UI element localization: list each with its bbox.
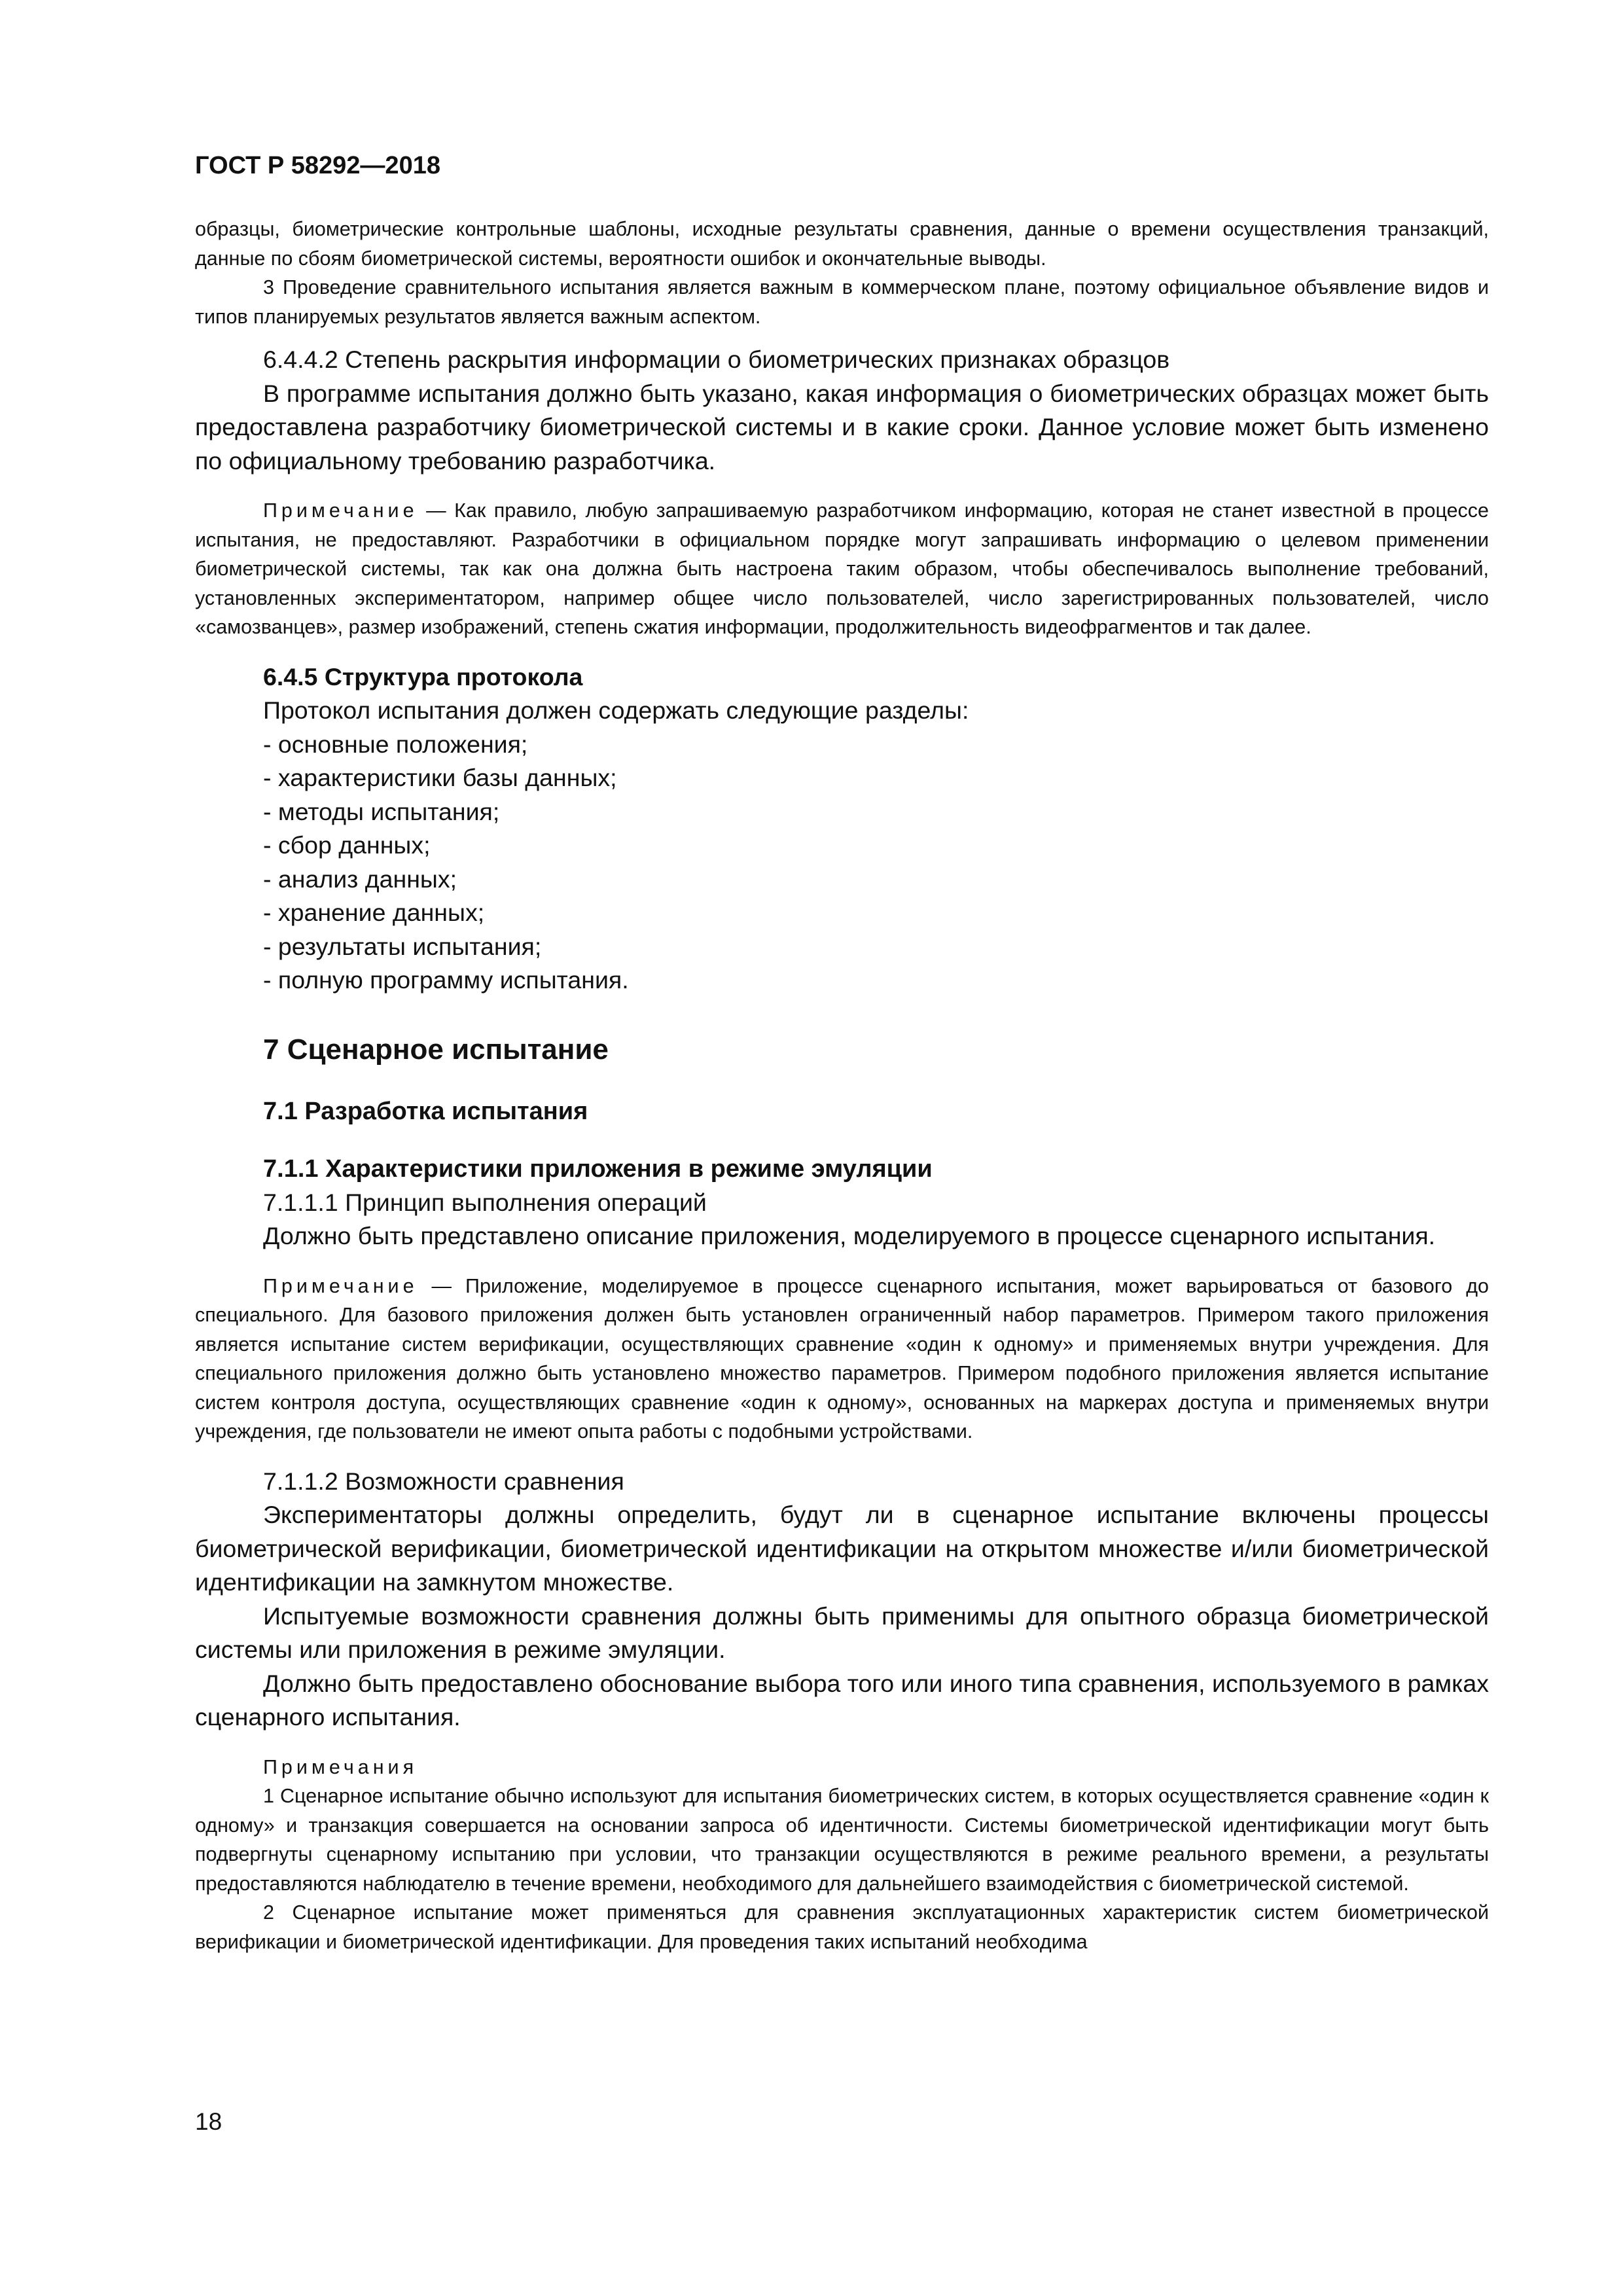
list-item: - хранение данных; bbox=[263, 899, 485, 926]
list-item: - методы испытания; bbox=[263, 797, 500, 825]
protocol-sections-list bbox=[195, 728, 1489, 997]
paragraph-6-4-4-2: В программе испытания должно быть указано, какая информация о биометрических образцах может быть предоставлена разработчику биометрической системы и в какие сроки. Данное условие может быть изменено по официальному требованию разработчика. bbox=[195, 379, 1489, 475]
note-7-1-1-1 bbox=[195, 1272, 1489, 1446]
page-number: 18 bbox=[195, 2108, 223, 2135]
paragraph-7-1-1-2-b: Испытуемые возможности сравнения должны быть применимы для опытного образца биометрической системы или приложения в режиме эмуляции. bbox=[195, 1602, 1489, 1663]
note-6-4-4-2 bbox=[195, 496, 1489, 642]
note-text: — Как правило, любую запрашиваемую разработчиком информацию, которая не станет известной в процессе испытания, не предоставляют. Разработчики в официальном порядке могут запрашивать информацию о целевом применении биометрической системы, так как она должна быть настроена таким образом, чтобы обеспечивалось выполнение требований, установленных экспериментатором, например общее число пользователей, число зарегистрированных пользователей, число «самозванцев», размер изображений, степень сжатия информации, продолжительность видеофрагментов и так далее. bbox=[195, 499, 1489, 638]
note-label: Примечание bbox=[263, 499, 418, 522]
heading-6-4-4-2: 6.4.4.2 Степень раскрытия информации о биометрических признаках образцов bbox=[263, 346, 1170, 373]
heading-7-1-1-1: 7.1.1.1 Принцип выполнения операций bbox=[263, 1188, 707, 1216]
list-item: - сбор данных; bbox=[263, 831, 431, 859]
notes-label: Примечания bbox=[263, 1755, 418, 1778]
heading-7-1: 7.1 Разработка испытания bbox=[263, 1097, 588, 1125]
standard-header: ГОСТ Р 58292—2018 bbox=[195, 152, 440, 179]
list-item: - результаты испытания; bbox=[263, 932, 542, 960]
note-1: 1 Сценарное испытание обычно используют для испытания биометрических систем, в которых осуществляется сравнение «один к одному» и транзакция совершается на основании запроса об идентичности. Системы биометрической идентификации могут быть подвергнуты сценарному испытанию при условии, что транзакции осуществляются в режиме реального времени, а результаты предоставляются наблюдателю в течение времени, необходимого для дальнейшего взаимодействия с биометрической системой. bbox=[195, 1785, 1489, 1895]
paragraph-7-1-1-2-a: Экспериментаторы должны определить, будут ли в сценарное испытание включены процессы биометрической верификации, биометрической идентификации на открытом множестве и/или биометрической идентификации на замкнутом множестве. bbox=[195, 1501, 1489, 1596]
note-3: 3 Проведение сравнительного испытания является важным в коммерческом плане, поэтому официальное объявление видов и типов планируемых результатов является важным аспектом. bbox=[195, 276, 1489, 328]
paragraph-continuation: образцы, биометрические контрольные шаблоны, исходные результаты сравнения, данные о времени осуществления транзакций, данные по сбоям биометрической системы, вероятности ошибок и окончательные выводы. bbox=[195, 218, 1489, 270]
list-item: - характеристики базы данных; bbox=[263, 764, 617, 791]
paragraph-7-1-1-2-c: Должно быть предоставлено обоснование выбора того или иного типа сравнения, используемого в рамках сценарного испытания. bbox=[195, 1669, 1489, 1731]
paragraph-6-4-5: Протокол испытания должен содержать следующие разделы: bbox=[263, 696, 969, 724]
heading-6-4-5: 6.4.5 Структура протокола bbox=[263, 662, 583, 691]
heading-7-1-1: 7.1.1 Характеристики приложения в режиме эмуляции bbox=[263, 1155, 933, 1183]
note-label: Примечание bbox=[263, 1274, 418, 1297]
list-item: - полную программу испытания. bbox=[263, 966, 629, 994]
note-2: 2 Сценарное испытание может применяться для сравнения эксплуатационных характеристик систем биометрической верификации и биометрической идентификации. Для проведения таких испытаний необходима bbox=[195, 1901, 1489, 1953]
note-text: — Приложение, моделируемое в процессе сценарного испытания, может варьироваться от базового до специального. Для базового приложения должен быть установлен ограниченный набор параметров. Примером такого приложения является испытание систем верификации, осуществляющих сравнение «один к одному» и применяемых внутри учреждения. Для специального приложения должно быть установлено множество параметров. Примером подобного приложения является испытание систем контроля доступа, осуществляющих сравнение «один к одному», основанных на маркерах доступа и применяемых внутри учреждения, где пользователи не имеют опыта работы с подобными устройствами. bbox=[195, 1274, 1489, 1443]
list-item: - анализ данных; bbox=[263, 865, 457, 893]
heading-section-7: 7 Сценарное испытание bbox=[263, 1033, 609, 1066]
list-item: - основные положения; bbox=[263, 730, 528, 758]
paragraph-7-1-1-1: Должно быть представлено описание приложения, моделируемого в процессе сценарного испытания. bbox=[263, 1222, 1436, 1249]
heading-7-1-1-2: 7.1.1.2 Возможности сравнения bbox=[263, 1467, 624, 1495]
